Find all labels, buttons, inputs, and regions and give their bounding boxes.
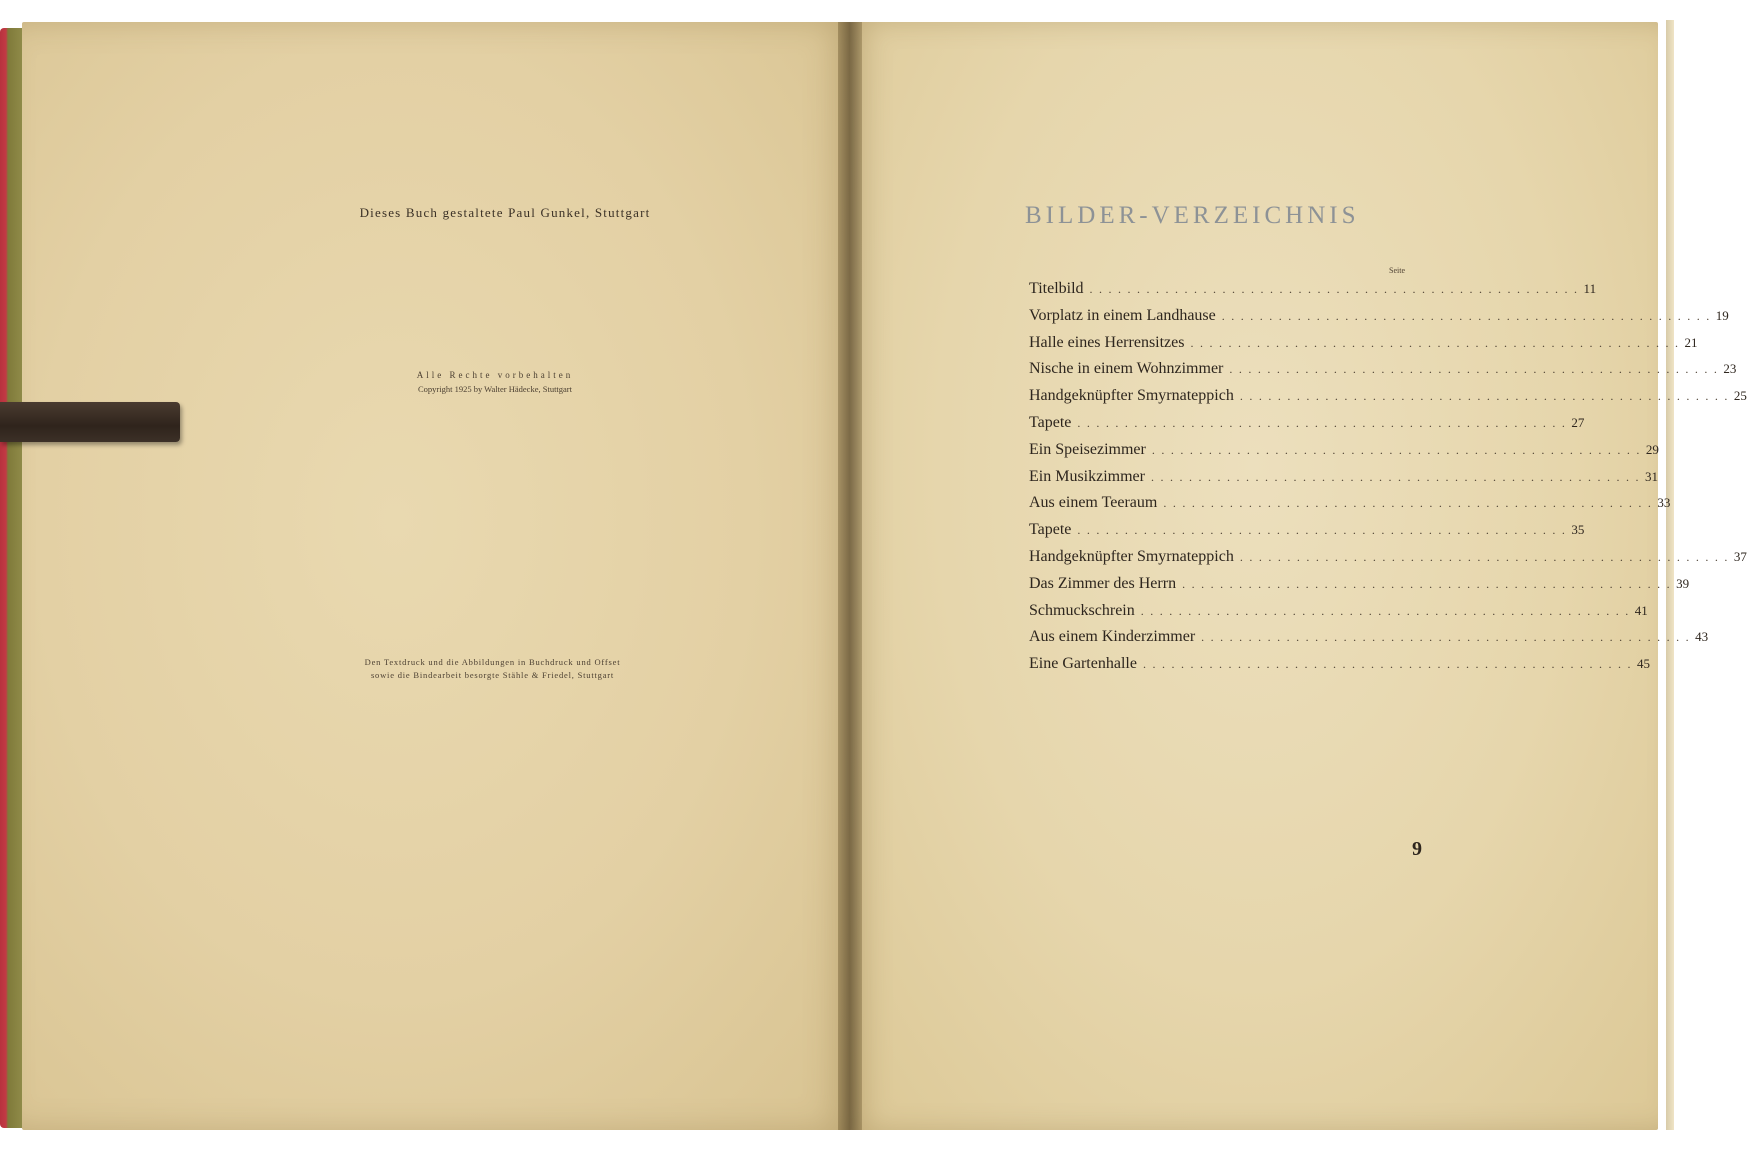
page-number: 9 — [1412, 838, 1422, 860]
list-item — [1029, 467, 1658, 495]
leader-dots: .................................................... — [1150, 469, 1645, 484]
entry-page: 45 — [1636, 656, 1650, 672]
bookmark-ribbon — [0, 402, 180, 442]
page-title: BILDER-VERZEICHNIS — [1025, 202, 1360, 229]
leader-dots: .................................................... — [1140, 603, 1635, 618]
entry-label: Aus einem Teeraum — [1029, 494, 1158, 512]
leader-dots: .................................................... — [1182, 576, 1677, 591]
leader-dots: .................................................... — [1221, 308, 1716, 323]
leader-dots: .................................................... — [1163, 496, 1658, 511]
leader-dots: .................................................... — [1077, 523, 1572, 538]
leader-dots: .................................................... — [1239, 549, 1734, 564]
leader-dots: .................................................... — [1201, 630, 1696, 645]
leader-dots: .................................................... — [1151, 442, 1646, 457]
entry-page: 29 — [1645, 441, 1659, 457]
entry-page: 31 — [1644, 468, 1658, 484]
entry-label: Ein Speisezimmer — [1029, 440, 1146, 458]
leader-dots: .................................................... — [1077, 415, 1572, 430]
leader-dots: .................................................... — [1142, 657, 1637, 672]
entry-label: Tapete — [1029, 413, 1072, 431]
entry-label: Titelbild — [1029, 280, 1084, 297]
entry-page: 35 — [1571, 522, 1585, 538]
entry-page: 37 — [1733, 548, 1747, 564]
rights-notice: Alle Rechte vorbehalten — [416, 370, 574, 380]
list-item — [1029, 574, 1690, 602]
leader-dots: .................................................... — [1190, 335, 1685, 350]
list-item — [1029, 306, 1729, 334]
list-item — [1029, 494, 1671, 521]
list-item — [1029, 387, 1747, 414]
printer-credit-line: sowie die Bindearbeit besorgte Stähle & Friedel, Stuttgart — [370, 670, 615, 680]
copyright-line: Copyright 1925 by Walter Hädecke, Stuttgart — [417, 384, 573, 394]
designer-credit: Dieses Buch gestaltete Paul Gunkel, Stuttgart — [359, 205, 651, 220]
entry-label: Halle eines Herrensitzes — [1029, 333, 1185, 351]
entry-page: 27 — [1571, 414, 1585, 430]
list-item — [1029, 601, 1648, 629]
entry-page: 41 — [1634, 602, 1648, 618]
entry-page: 25 — [1733, 388, 1747, 404]
entry-page: 19 — [1715, 307, 1729, 323]
entry-label: Vorplatz in einem Landhause — [1029, 306, 1216, 324]
printer-credit — [320, 656, 665, 682]
page-block-edge — [1666, 20, 1674, 1130]
printer-credit-line: Den Textdruck und die Abbildungen in Buchdruck und Offset — [364, 657, 621, 667]
list-item — [1029, 333, 1698, 361]
left-page — [22, 22, 852, 1130]
entry-label: Handgeknüpfter Smyrnateppich — [1029, 547, 1234, 565]
entry-label: Nische in einem Wohnzimmer — [1029, 360, 1224, 378]
list-item — [1029, 440, 1659, 468]
entry-label: Eine Gartenhalle — [1029, 655, 1137, 673]
entry-label: Ein Musikzimmer — [1029, 467, 1145, 485]
entry-page: 21 — [1684, 334, 1698, 350]
list-item — [1029, 360, 1737, 387]
list-item — [1029, 628, 1709, 655]
page-column-label: Seite — [1389, 266, 1405, 275]
list-item — [1029, 655, 1650, 682]
entry-page: 39 — [1676, 575, 1690, 591]
entry-label: Schmuckschrein — [1029, 601, 1135, 619]
leader-dots: .................................................... — [1239, 389, 1734, 404]
book-spine — [838, 22, 862, 1130]
entry-page: 11 — [1583, 281, 1597, 296]
list-item — [1029, 413, 1585, 441]
entry-page: 43 — [1695, 629, 1709, 645]
entry-label: Tapete — [1029, 521, 1072, 539]
list-item — [1029, 280, 1597, 307]
table-of-illustrations — [1029, 280, 1747, 682]
list-item — [1029, 521, 1585, 548]
entry-page: 33 — [1657, 495, 1671, 511]
entry-label: Aus einem Kinderzimmer — [1029, 628, 1196, 646]
leader-dots: .................................................... — [1089, 282, 1584, 296]
entry-label: Das Zimmer des Herrn — [1029, 574, 1177, 592]
leader-dots: .................................................... — [1229, 362, 1724, 377]
entry-page: 23 — [1723, 361, 1737, 377]
entry-label: Handgeknüpfter Smyrnateppich — [1029, 387, 1234, 405]
list-item — [1029, 547, 1747, 575]
